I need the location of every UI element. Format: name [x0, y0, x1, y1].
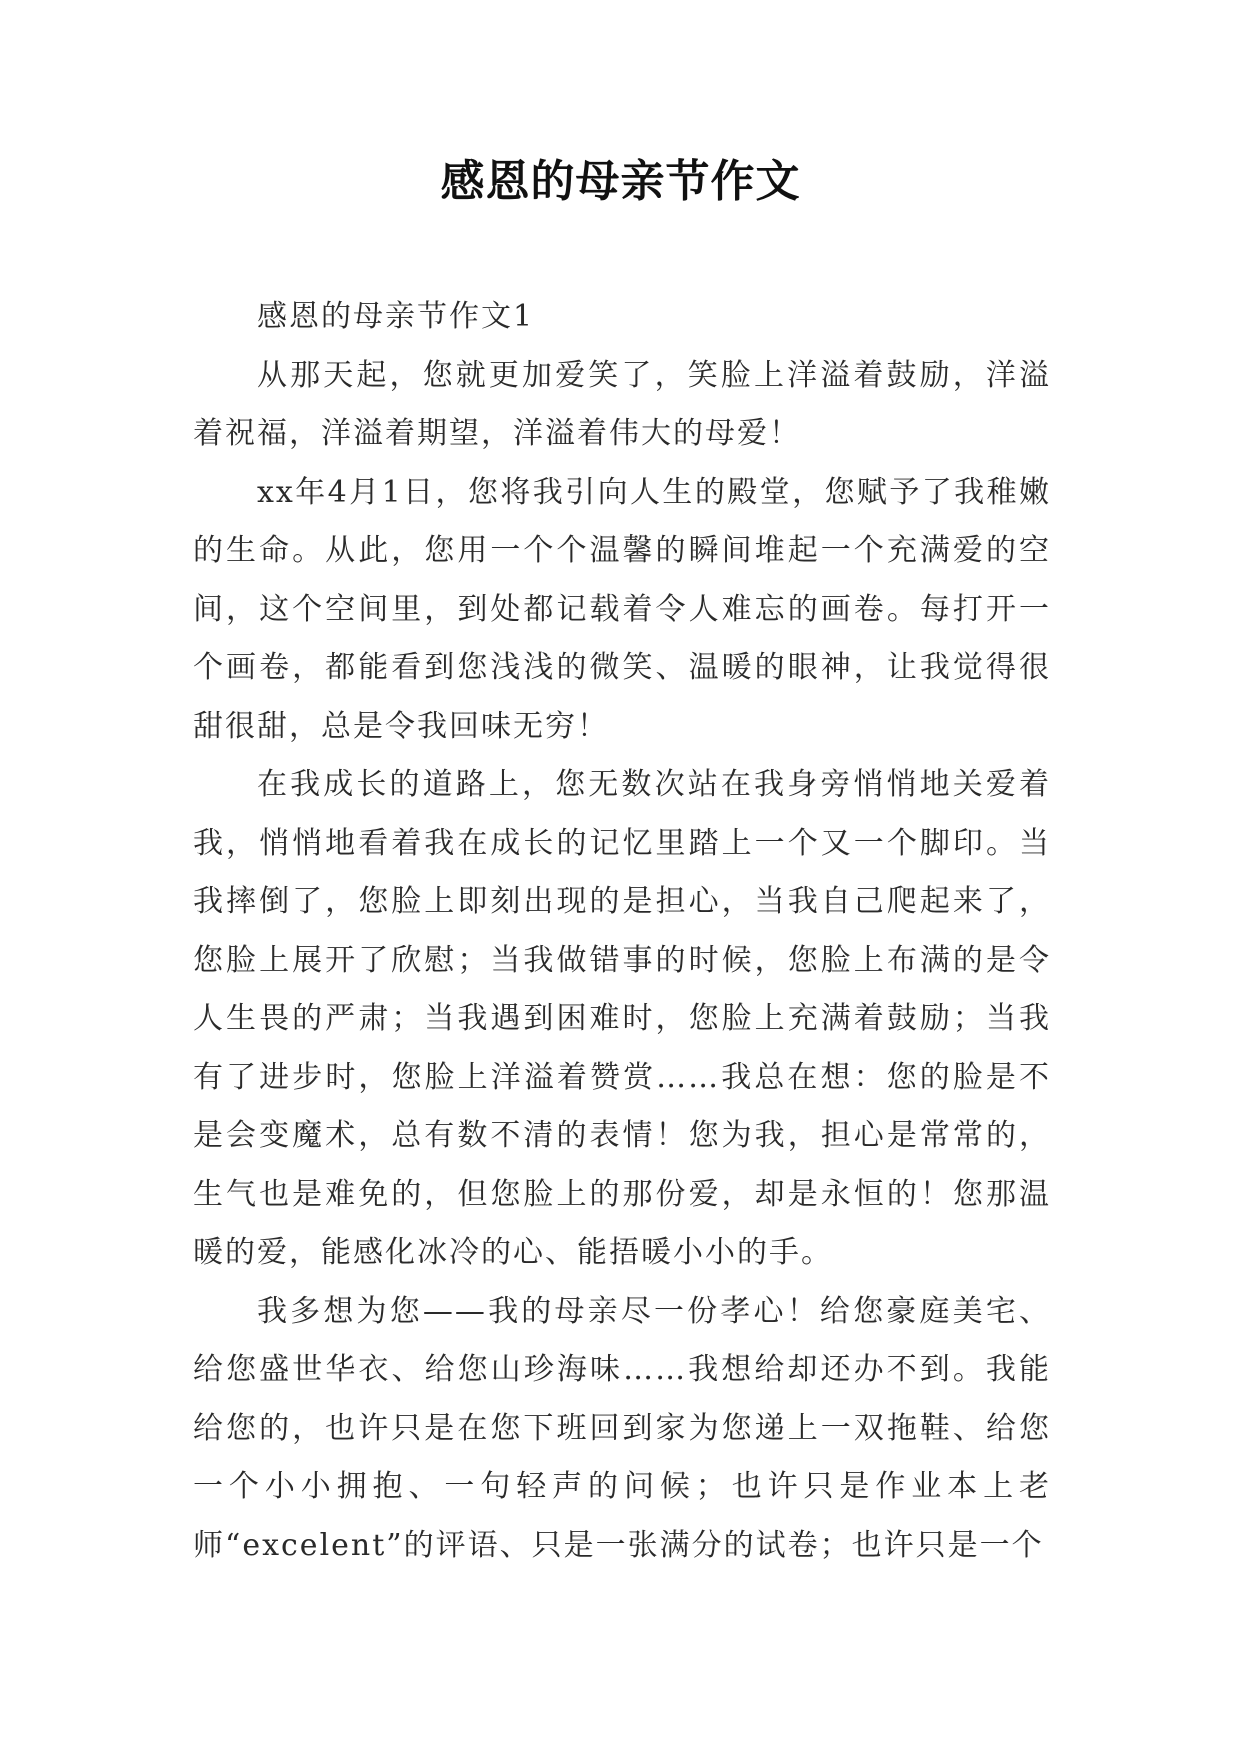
paragraph: xx年4月1日，您将我引向人生的殿堂，您赋予了我稚嫩的生命。从此，您用一个个温馨的瞬间堆起一个充满爱的空间，这个空间里，到处都记载着令人难忘的画卷。每打开一个画卷，都能看到您浅浅的微笑、温暖的眼神，让我觉得很甜很甜，总是令我回味无穷！	[193, 474, 1051, 744]
paragraph: 从那天起，您就更加爱笑了，笑脸上洋溢着鼓励，洋溢着祝福，洋溢着期望，洋溢着伟大的母爱！	[193, 357, 1051, 451]
document-body	[193, 288, 1051, 1575]
paragraph: 我多想为您——我的母亲尽一份孝心！给您豪庭美宅、给您盛世华衣、给您山珍海味……我想给却还办不到。我能给您的，也许只是在您下班回到家为您递上一双拖鞋、给您一个小小拥抱、一句轻声的问候；也许只是作业本上老师“excelent”的评语、只是一张满分的试卷；也许只是一个	[193, 1293, 1051, 1563]
paragraph: 在我成长的道路上，您无数次站在我身旁悄悄地关爱着我，悄悄地看着我在成长的记忆里踏上一个又一个脚印。当我摔倒了，您脸上即刻出现的是担心，当我自己爬起来了，您脸上展开了欣慰；当我做错事的时候，您脸上布满的是令人生畏的严肃；当我遇到困难时，您脸上充满着鼓励；当我有了进步时，您脸上洋溢着赞赏……我总在想：您的脸是不是会变魔术，总有数不清的表情！您为我，担心是常常的，生气也是难免的，但您脸上的那份爱，却是永恒的！您那温暖的爱，能感化冰冷的心、能捂暖小小的手。	[193, 767, 1051, 1270]
section-heading: 感恩的母亲节作文1	[257, 299, 535, 334]
document-title: 感恩的母亲节作文	[440, 156, 801, 207]
